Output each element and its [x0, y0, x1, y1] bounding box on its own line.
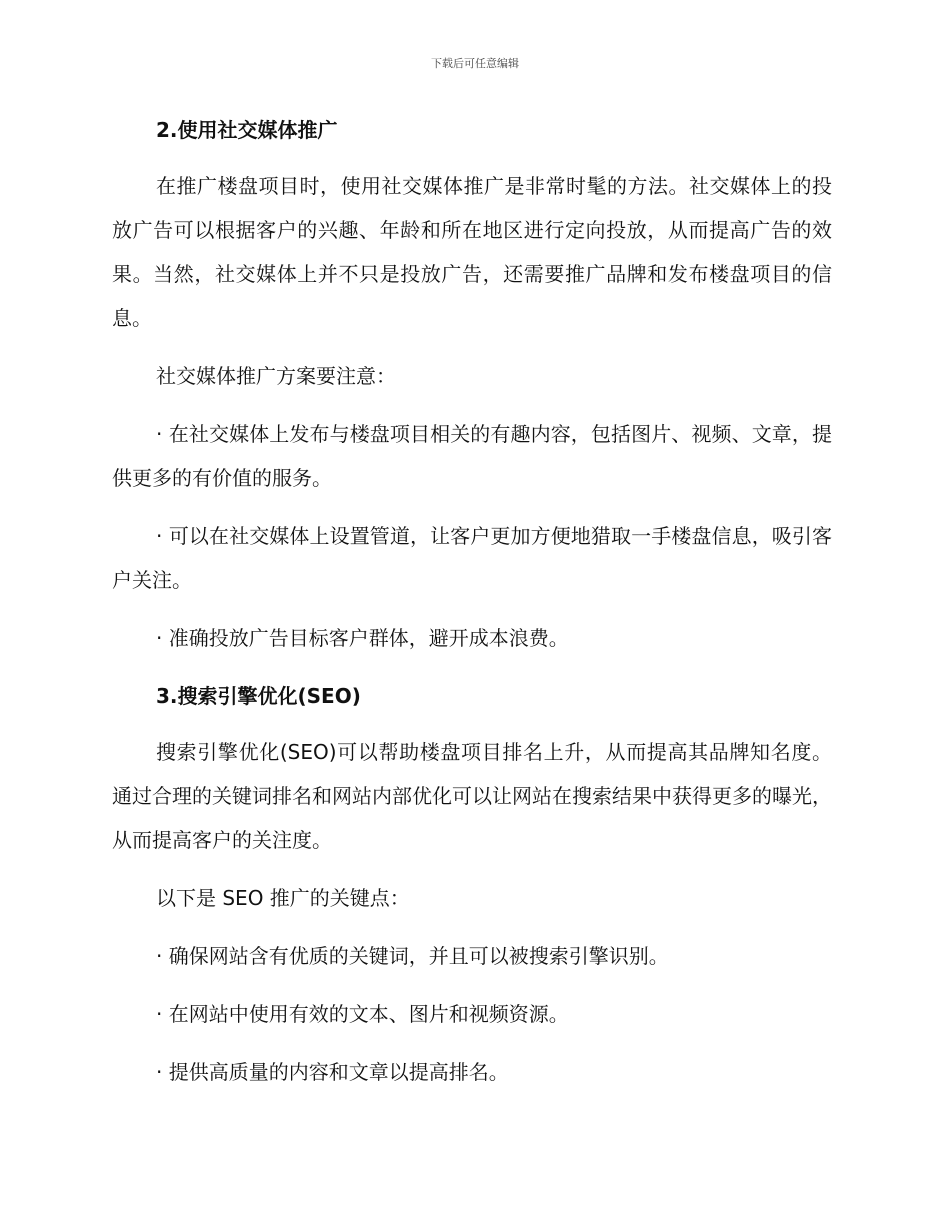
- section-2-bullet-3: · 准确投放广告目标客户群体，避开成本浪费。: [156, 626, 569, 650]
- section-2-heading: 2.使用社交媒体推广: [156, 118, 338, 142]
- section-2-lead: 社交媒体推广方案要注意：: [156, 364, 396, 388]
- section-3-bullet-3: · 提供高质量的内容和文章以提高排名。: [156, 1060, 509, 1084]
- section-3-heading: 3.搜索引擎优化(SEO): [156, 684, 361, 708]
- section-2-intro: 在推广楼盘项目时，使用社交媒体推广是非常时髦的方法。社交媒体上的投放广告可以根据客户的兴趣、年龄和所在地区进行定向投放，从而提高广告的效果。当然，社交媒体上并不只是投放广告，还需要推广品牌和发布楼盘项目的信息。: [112, 174, 832, 330]
- section-3-intro: 搜索引擎优化(SEO)可以帮助楼盘项目排名上升，从而提高其品牌知名度。通过合理的关键词排名和网站内部优化可以让网站在搜索结果中获得更多的曝光，从而提高客户的关注度。: [112, 740, 832, 852]
- document-body: [112, 108, 832, 1108]
- section-2-bullet-2: · 可以在社交媒体上设置管道，让客户更加方便地猎取一手楼盘信息，吸引客户关注。: [112, 524, 832, 592]
- section-3-bullet-2: · 在网站中使用有效的文本、图片和视频资源。: [156, 1002, 569, 1026]
- section-2-bullet-1: · 在社交媒体上发布与楼盘项目相关的有趣内容，包括图片、视频、文章，提供更多的有价值的服务。: [112, 422, 832, 490]
- section-3-bullet-1: · 确保网站含有优质的关键词，并且可以被搜索引擎识别。: [156, 944, 669, 968]
- section-3-lead: 以下是 SEO 推广的关键点：: [156, 886, 410, 910]
- page-header-note: 下载后可任意编辑: [431, 57, 519, 70]
